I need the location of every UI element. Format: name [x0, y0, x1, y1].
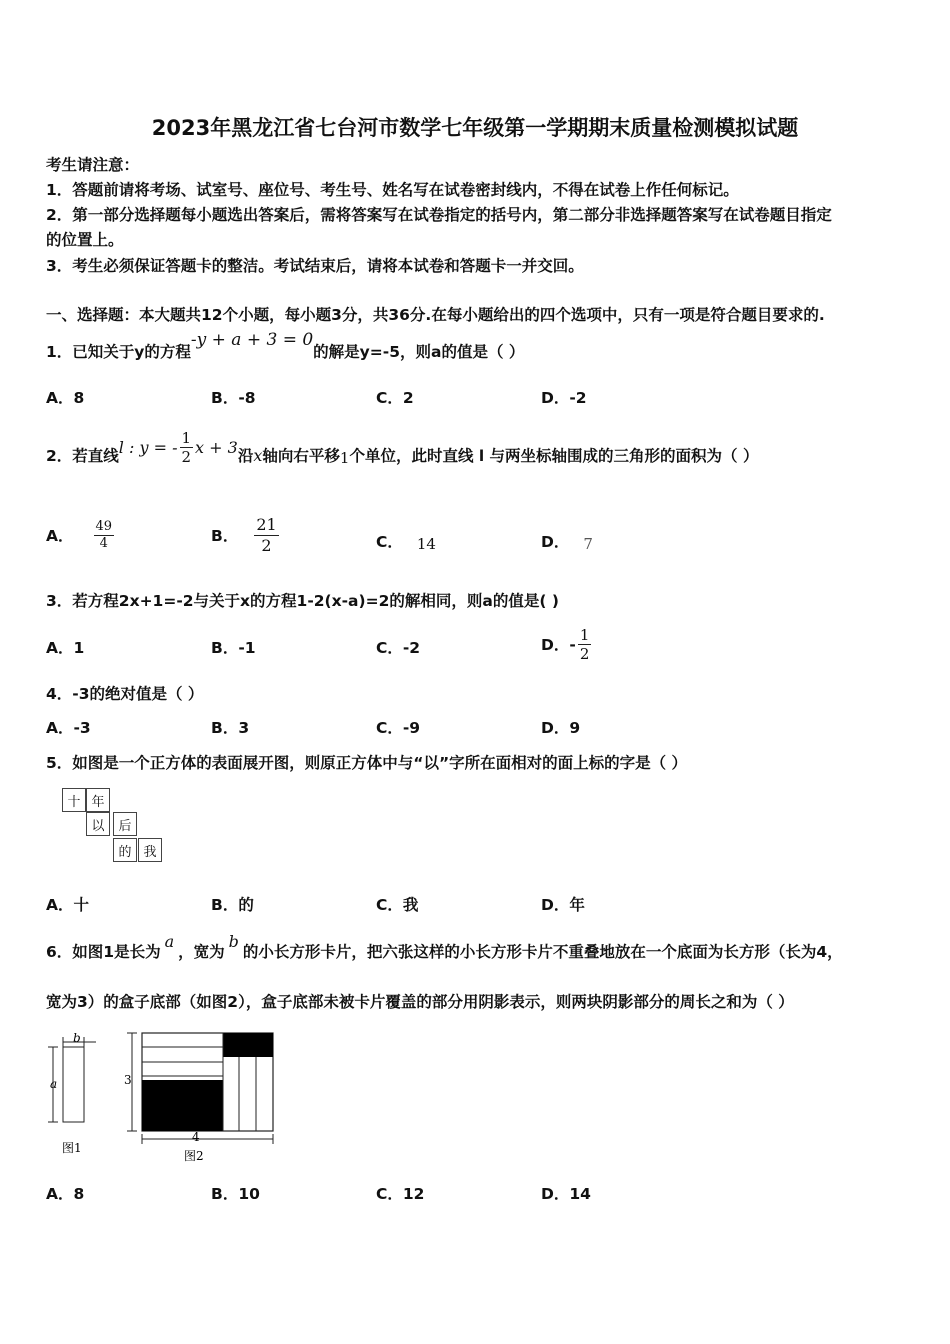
page-title: 2023年黑龙江省七台河市数学七年级第一学期期末质量检测模拟试题 — [151, 116, 799, 140]
fig2-label-height: 3 — [124, 1073, 132, 1087]
q1-option-b[interactable]: B．-8 — [211, 389, 256, 407]
q5-option-b[interactable]: B．的 — [211, 896, 254, 914]
cube-net-figure — [62, 788, 166, 866]
q3-option-d-num: 1 — [579, 625, 590, 644]
q2-mid1: 沿 — [237, 447, 254, 465]
q5-option-a[interactable]: A．十 — [46, 896, 89, 914]
q6-stem-line1 — [46, 932, 843, 962]
q2-eq-left: l : y = - — [118, 437, 178, 457]
q2-option-b-fraction — [254, 515, 278, 554]
q2-stem — [46, 420, 758, 490]
q2-option-a-label: A． — [46, 527, 74, 545]
q2-option-b-num: 21 — [256, 515, 277, 535]
q2-equation — [119, 429, 238, 466]
q2-option-b-den: 2 — [261, 535, 272, 555]
q2-option-a-num: 49 — [95, 518, 113, 534]
figure-2 — [122, 1028, 282, 1168]
notice-item-2b: 的位置上。 — [46, 231, 124, 249]
q4-option-d[interactable]: D．9 — [541, 719, 581, 737]
q6-pre: 6．如图1是长为 — [46, 943, 161, 961]
q4-option-a[interactable]: A．-3 — [46, 719, 91, 737]
q5-stem: 5．如图是一个正方体的表面展开图，则原正方体中与“以”字所在面相对的面上标的字是（ ） — [46, 754, 688, 772]
net-cell-1: 十 — [62, 788, 86, 812]
fig2-shaded-top-right — [223, 1033, 273, 1057]
q1-post: 的解是y=-5，则a的值是（ ） — [313, 343, 525, 361]
q2-eq-right: x + 3 — [195, 437, 238, 457]
q4-option-c[interactable]: C．-9 — [376, 719, 421, 737]
q6-var-b: b — [228, 932, 239, 951]
q3-option-a[interactable]: A．1 — [46, 639, 85, 657]
q2-eq-fraction — [180, 429, 194, 466]
q1-equation: -y + a + 3 = 0 — [190, 330, 314, 350]
q1-stem — [46, 330, 525, 362]
q5-option-c[interactable]: C．我 — [376, 896, 419, 914]
q4-stem: 4．-3的绝对值是（ ） — [46, 685, 204, 703]
net-cell-4: 后 — [113, 812, 137, 836]
q2-post: 个单位，此时直线 l 与两坐标轴围成的三角形的面积为（ ） — [349, 447, 759, 465]
q2-option-b[interactable] — [211, 504, 279, 566]
fig2-caption: 图2 — [184, 1149, 204, 1163]
q6-post: 的小长方形卡片，把六张这样的小长方形卡片不重叠地放在一个底面为长方形（长为4， — [242, 943, 843, 961]
q2-option-b-label: B． — [211, 527, 239, 545]
q3-option-d[interactable] — [541, 620, 591, 668]
q6-mid: ，宽为 — [178, 943, 225, 961]
q2-option-d-label: D． — [541, 533, 570, 551]
section-heading: 一、选择题：本大题共12个小题，每小题3分，共36分.在每小题给出的四个选项中，只有一项是符合题目要求的. — [46, 306, 825, 324]
fig1-caption: 图1 — [62, 1141, 82, 1155]
net-cell-5: 的 — [113, 838, 137, 862]
q6-stem-line2: 宽为3）的盒子底部（如图2），盒子底部未被卡片覆盖的部分用阴影表示，则两块阴影部分的周长之和为（ ） — [46, 993, 794, 1011]
fig1-label-a: a — [50, 1077, 58, 1091]
notice-item-1: 1．答题前请将考场、试室号、座位号、考生号、姓名写在试卷密封线内，不得在试卷上作任何标记。 — [46, 181, 739, 199]
q1-option-c[interactable]: C．2 — [376, 389, 414, 407]
q3-option-b[interactable]: B．-1 — [211, 639, 256, 657]
notice-item-3: 3．考生必须保证答题卡的整洁。考试结束后，请将本试卷和答题卡一并交回。 — [46, 257, 584, 275]
fig1-card-rect — [63, 1047, 84, 1122]
q2-option-a-den: 4 — [99, 535, 108, 551]
q2-option-a[interactable] — [46, 510, 114, 560]
q2-shift: 1 — [339, 449, 350, 467]
q1-option-d[interactable]: D．-2 — [541, 389, 587, 407]
notice-item-2a: 2．第一部分选择题每小题选出答案后，需将答案写在试卷指定的括号内，第二部分非选择题答案写在试卷题目指定 — [46, 206, 832, 224]
q2-pre: 2．若直线 — [46, 447, 119, 465]
q2-mid2: 轴向右平移 — [262, 447, 340, 465]
q6-option-b[interactable]: B．10 — [211, 1185, 260, 1203]
q2-option-d-value: 7 — [583, 535, 593, 553]
q2-option-c-value: 14 — [416, 535, 436, 553]
q3-stem: 3．若方程2x+1=-2与关于x的方程1-2(x-a)=2的解相同，则a的值是( ) — [46, 592, 559, 610]
net-cell-6: 我 — [138, 838, 162, 862]
q4-option-b[interactable]: B．3 — [211, 719, 250, 737]
q6-option-c[interactable]: C．12 — [376, 1185, 425, 1203]
q2-eq-den: 2 — [181, 447, 192, 466]
q3-option-d-fraction — [578, 626, 592, 663]
fig2-shaded-bottom-left — [142, 1080, 223, 1131]
q3-option-d-label: D．- — [541, 636, 576, 654]
q3-option-d-den: 2 — [579, 644, 590, 663]
figure-1 — [44, 1030, 104, 1160]
q2-var-x: x — [253, 445, 263, 465]
q2-eq-num: 1 — [181, 428, 192, 447]
q1-option-a[interactable]: A．8 — [46, 389, 85, 407]
q6-option-d[interactable]: D．14 — [541, 1185, 591, 1203]
fig1-label-b: b — [73, 1031, 81, 1045]
q2-option-c-label: C． — [376, 533, 403, 551]
notice-heading: 考生请注意： — [46, 156, 140, 174]
q6-option-a[interactable]: A．8 — [46, 1185, 85, 1203]
q3-option-c[interactable]: C．-2 — [376, 639, 421, 657]
q2-option-a-fraction — [94, 519, 115, 551]
q5-option-d[interactable]: D．年 — [541, 896, 585, 914]
fig2-label-width: 4 — [192, 1130, 200, 1144]
q6-var-a: a — [164, 932, 175, 951]
q1-pre: 1．已知关于y的方程 — [46, 343, 191, 361]
net-cell-2: 年 — [86, 788, 110, 812]
net-cell-3: 以 — [86, 812, 110, 836]
q2-option-c[interactable] — [376, 530, 436, 552]
q2-option-d[interactable] — [541, 530, 593, 552]
